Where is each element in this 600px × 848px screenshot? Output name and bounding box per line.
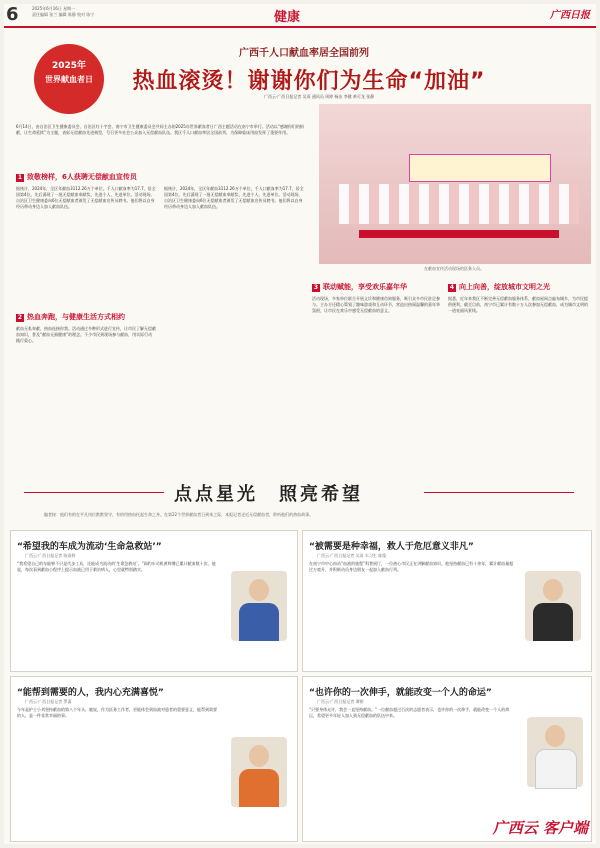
subhead-3	[312, 282, 407, 292]
editor-note: 编者按：他们有的在平凡岗位默默坚守，有的用热血托起生命之舟。在第22个世界献血者日到来之际，本报记者走近无偿献血者，聆听他们的热血故事。	[44, 512, 314, 517]
article-column-3: 活动现场，多家单位联合开展义诊和健康咨询服务，吸引众多市民驻足参与。主办方还精心策划了趣味游戏和互动环节，营造出热闹温馨的嘉年华氛围，让市民在欢乐中感受无偿献血的意义。	[312, 296, 440, 313]
app-brand-watermark: 广西云 客户端	[492, 819, 588, 837]
photo-crowd	[339, 184, 579, 224]
issue-date: 2025年6月16日 星期一	[32, 6, 76, 11]
subhead-2	[16, 312, 125, 322]
donor-torso	[239, 603, 279, 641]
page-number: 6	[6, 4, 19, 25]
donor-head	[545, 725, 565, 747]
badge-title: 世界献血者日	[45, 75, 93, 84]
feature-band	[4, 472, 596, 512]
byline: 广西云·广西日报记者 吴雨 通讯员 周婷 杨洁 李健 黄可龙 张静	[264, 94, 375, 99]
subhead-title: 致敬榜样，6人获聘无偿献血宣传员	[27, 173, 137, 181]
subhead-title: 热血奔跑，与健康生活方式相约	[27, 313, 125, 321]
donor-photo	[527, 717, 583, 787]
story-byline: 广西云·广西日报记者 陈雨婷	[25, 553, 76, 558]
story-byline: 广西云·广西日报记者 罗潇	[25, 699, 72, 704]
story-card-2	[302, 530, 592, 672]
event-photo	[319, 104, 591, 264]
story-body: “只要身体允许，我会一直坚持献血。”一位献血超过百次的志愿者表示，也许你的一次伸手，就能改变一个人的命运，希望更多年轻人加入到无偿献血的队伍中来。	[309, 707, 510, 718]
story-card-3	[10, 676, 298, 842]
issue-editors: 责任编辑 张兰 编辑 陈静 校对 陈宁	[32, 12, 95, 17]
section-title: 健康	[274, 10, 301, 25]
donor-photo	[525, 571, 581, 641]
donor-head	[249, 579, 269, 601]
kicker: 广西千人口献血率居全国前列	[239, 48, 369, 59]
subhead-title: 向上向善，绽放城市文明之光	[459, 283, 550, 291]
story-title: “也许你的一次伸手，就能改变一个人的命运”	[309, 688, 492, 698]
donor-torso	[239, 769, 279, 807]
photo-banner	[409, 154, 551, 182]
band-rule-right	[424, 492, 574, 493]
subhead-title: 联动赋能，享受欢乐嘉年华	[323, 283, 407, 291]
story-title: “被需要是种幸福，救人于危厄意义非凡”	[309, 542, 474, 552]
subhead-number: 4	[449, 284, 455, 291]
story-title: “希望我的车成为流动‘生命急救站’”	[17, 542, 162, 552]
story-byline: 广西云·广西日报记者 谭朝	[317, 699, 364, 704]
story-body: 在南宁市中心血站“血液的旅程”科普展厅，一位热心市民正在讲解献血知识。他坚持献血已有十余年，累计献血量超过万毫升，并积极动员身边朋友一起加入献血行列。	[309, 561, 514, 572]
photo-caption: 在献血宣传活动现场的医务人员。	[424, 266, 484, 271]
feature-title: 点点星光 照亮希望	[174, 484, 363, 505]
badge-year: 2025年	[51, 61, 87, 71]
story-byline: 广西云·广西日报记者 吴雨 实习生 陈俊	[317, 553, 387, 558]
newspaper-logo: 广西日报	[550, 10, 590, 21]
story-card-1	[10, 530, 298, 672]
donor-photo	[231, 737, 287, 807]
subhead-4	[448, 282, 550, 292]
subhead-1	[16, 172, 137, 182]
subhead-number: 2	[17, 314, 23, 321]
donor-head	[543, 579, 563, 601]
subhead-number: 1	[17, 174, 23, 181]
story-title: “能帮到需要的人，我内心充满喜悦”	[17, 688, 164, 698]
world-blood-donor-day-badge	[34, 44, 104, 114]
issue-meta	[32, 6, 94, 18]
donor-photo	[231, 571, 287, 641]
lead-paragraph: 6月14日，由自治区卫生健康委员会、自治区红十字会、南宁市卫生健康委员会共同主办的2025年世界献血者日广西主题活动在南宁市举行。活动以“感谢你们的捐献，让生命延续”为主题，表彰无偿献血先进典型，号召更多社会公众加入无偿献血队伍。我区千人口献血率居全国前列，为保障临床用血发挥了重要作用。	[16, 124, 304, 135]
newspaper-page	[4, 4, 596, 844]
headline: 热血滚烫！谢谢你们为生命“加油”	[132, 69, 486, 94]
band-rule-left	[24, 492, 164, 493]
photo-stage	[359, 230, 559, 238]
article-column-1: 据统计，2024年，全区年献血3112.26万个单位，千人口献血率为17.7，居全国第4位。先后涌现了一批无偿献血奉献奖、先进个人、先进单位。活动现场，自治区卫生健康委向6位无偿献血者颁发了无偿献血宣传员聘书。他们将以自身经历带动身边人加入献血队伍。	[16, 186, 156, 209]
article-column-2: 献血无私奉献，热血连接你我。活动通过多种形式进行宣传，让市民了解无偿献血知识，普及“献血无损健康”的理念。不少市民到现场参与献血，用实际行动践行爱心。	[16, 326, 156, 343]
article-column-4: 据悉，近年来我区不断完善无偿献血服务体系，献血屋网点遍布城乡，为市民提供便利。截至目前，南宁市已累计有数十万人次参加无偿献血，成为城市文明的一道亮丽风景线。	[448, 296, 588, 313]
donor-head	[249, 745, 269, 767]
subhead-number: 3	[313, 284, 319, 291]
page-header	[4, 4, 596, 28]
story-body: “我希望自己的车能够不只是代步工具，还能成为流动的‘生命急救站’。”网约车司机黄师傅已累计献血数十次，他说，每次看到献血小程序上提示血液已用于救治病人，心里就特别踏实。	[17, 561, 216, 572]
article-column-2b: 据统计，2024年，全区年献血3112.26万个单位，千人口献血率为17.7，居全国第4位。先后涌现了一批无偿献血奉献奖、先进个人、先进单位。活动现场，自治区卫生健康委向6位无偿献血者颁发了无偿献血宣传员聘书。他们将以自身经历带动身边人加入献血队伍。	[164, 186, 304, 209]
story-body: 今年是护士小刘坚持献血的第八个年头。她说，作为医务工作者，更能体会到血液对患者的重要意义，能帮到需要的人，是一件非常幸福的事。	[17, 707, 217, 718]
donor-torso	[533, 603, 573, 641]
donor-torso	[535, 749, 577, 789]
